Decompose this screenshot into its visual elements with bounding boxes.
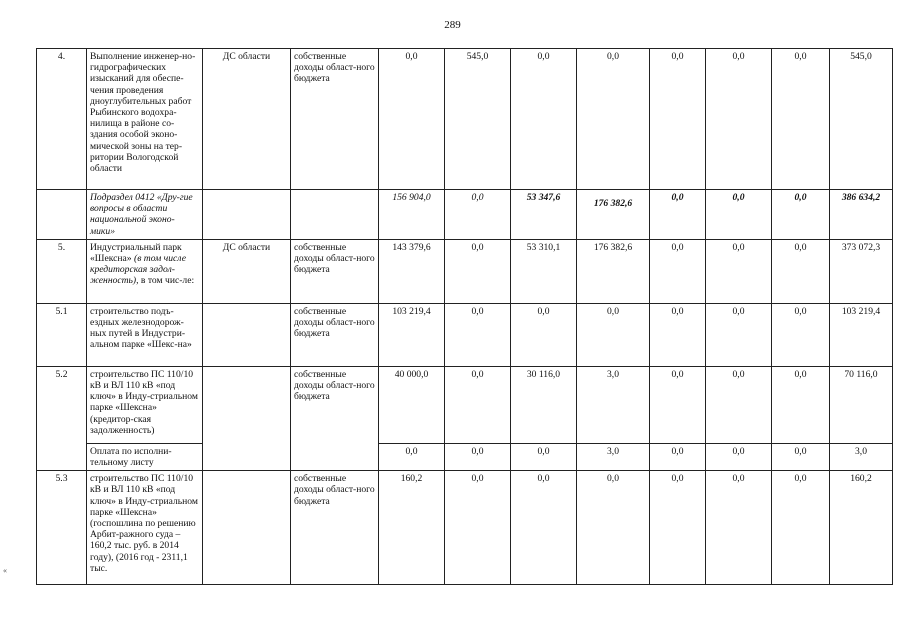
value-cell: 0,0 (650, 366, 706, 443)
budget-table (36, 48, 893, 585)
row-number (37, 190, 87, 240)
value-cell: 545,0 (445, 49, 511, 190)
value-cell: 0,0 (706, 471, 772, 585)
value-cell: 0,0 (379, 49, 445, 190)
value-cell: 40 000,0 (379, 366, 445, 443)
desc-text-tail: в том чис-ле: (138, 275, 195, 287)
desc-text: Индустриальный парк «Шексна» (90, 241, 182, 265)
table-row-payment (37, 443, 893, 470)
value-cell: 0,0 (445, 471, 511, 585)
value-cell: 0,0 (511, 471, 577, 585)
value-cell: 0,0 (772, 239, 830, 303)
value-cell: 70 116,0 (830, 366, 893, 443)
row-number: 5.3 (37, 471, 87, 585)
value-cell: 156 904,0 (379, 190, 445, 240)
value-cell: 0,0 (650, 443, 706, 470)
value-cell: 30 116,0 (511, 366, 577, 443)
row-number: 5. (37, 239, 87, 303)
row-description: строительство ПС 110/10 кВ и ВЛ 110 кВ «под ключ» в Инду-стриальном парке «Шексна» (госпошлина по решению Арбит-ражного суда – 160,2 тыс. руб. в 2014 году), (2016 год - 2311,1 тыс. (87, 471, 203, 585)
value-cell: 53 347,6 (511, 190, 577, 240)
value-cell: 0,0 (772, 443, 830, 470)
value-text: 176 382,6 (593, 198, 633, 209)
page-number: 289 (444, 19, 461, 31)
row-executor (203, 303, 291, 366)
value-cell: 386 634,2 (830, 190, 893, 240)
table-row (37, 303, 893, 366)
value-cell (577, 190, 650, 240)
value-cell: 0,0 (706, 303, 772, 366)
value-cell: 143 379,6 (379, 239, 445, 303)
value-cell: 0,0 (445, 366, 511, 443)
row-funding-source (291, 190, 379, 240)
row-description: Подраздел 0412 «Дру-гие вопросы в области национальной эконо-мики» (87, 190, 203, 240)
row-number: 5.1 (37, 303, 87, 366)
row-funding-source: собственные доходы област-ного бюджета (291, 366, 379, 470)
value-cell: 0,0 (706, 239, 772, 303)
value-cell: 0,0 (511, 443, 577, 470)
row-executor (203, 190, 291, 240)
row-funding-source: собственные доходы област-ного бюджета (291, 239, 379, 303)
value-cell: 0,0 (772, 49, 830, 190)
value-cell: 545,0 (830, 49, 893, 190)
value-cell: 0,0 (577, 471, 650, 585)
row-number: 4. (37, 49, 87, 190)
value-cell: 0,0 (650, 190, 706, 240)
value-cell: 0,0 (511, 303, 577, 366)
row-description: строительство подъ-ездных железнодорож-ных путей в Индустри-альном парке «Шекс-на» (87, 303, 203, 366)
value-cell: 373 072,3 (830, 239, 893, 303)
value-cell: 0,0 (650, 471, 706, 585)
value-cell: 0,0 (706, 443, 772, 470)
row-funding-source: собственные доходы област-ного бюджета (291, 303, 379, 366)
row-funding-source: собственные доходы област-ного бюджета (291, 49, 379, 190)
value-cell: 0,0 (706, 49, 772, 190)
table-row (37, 49, 893, 190)
value-cell: 0,0 (379, 443, 445, 470)
value-cell: 0,0 (772, 366, 830, 443)
desc-italic-text: (в том числе кредиторская задол-женность), (90, 253, 186, 287)
value-cell: 0,0 (706, 366, 772, 443)
value-cell: 0,0 (577, 303, 650, 366)
table-row (37, 239, 893, 303)
value-cell: 0,0 (772, 303, 830, 366)
value-cell: 176 382,6 (577, 239, 650, 303)
value-cell: 0,0 (577, 49, 650, 190)
row-executor (203, 366, 291, 470)
value-cell: 0,0 (650, 49, 706, 190)
row-number: 5.2 (37, 366, 87, 470)
margin-mark: « (3, 566, 7, 575)
value-cell: 0,0 (772, 471, 830, 585)
row-description: строительство ПС 110/10 кВ и ВЛ 110 кВ «под ключ» в Инду-стриальном парке «Шексна» (кредитор-ская задолженность) (87, 366, 203, 443)
value-cell: 0,0 (772, 190, 830, 240)
table-row-subsection (37, 190, 893, 240)
value-cell: 103 219,4 (830, 303, 893, 366)
row-executor (203, 471, 291, 585)
row-executor: ДС области (203, 239, 291, 303)
value-cell: 3,0 (830, 443, 893, 470)
value-cell: 3,0 (577, 366, 650, 443)
value-cell: 0,0 (445, 303, 511, 366)
value-cell: 160,2 (830, 471, 893, 585)
value-cell: 160,2 (379, 471, 445, 585)
table-row (37, 366, 893, 443)
value-cell: 0,0 (511, 49, 577, 190)
value-cell: 0,0 (706, 190, 772, 240)
value-cell: 0,0 (445, 239, 511, 303)
value-cell: 0,0 (650, 239, 706, 303)
row-funding-source: собственные доходы област-ного бюджета (291, 471, 379, 585)
value-cell: 103 219,4 (379, 303, 445, 366)
table-row (37, 471, 893, 585)
row-description (87, 239, 203, 303)
value-cell: 3,0 (577, 443, 650, 470)
value-cell: 0,0 (445, 190, 511, 240)
row-description: Оплата по исполни-тельному листу (87, 443, 203, 470)
row-description: Выполнение инженер-но-гидрографических изысканий для обеспе-чения проведения дноуглубительных работ Рыбинского водохра-нилища в районе со-здания особой эконо-мической зоны на тер-ритории Вологодской области (87, 49, 203, 190)
value-cell: 0,0 (650, 303, 706, 366)
row-executor: ДС области (203, 49, 291, 190)
value-cell: 0,0 (445, 443, 511, 470)
value-cell: 53 310,1 (511, 239, 577, 303)
